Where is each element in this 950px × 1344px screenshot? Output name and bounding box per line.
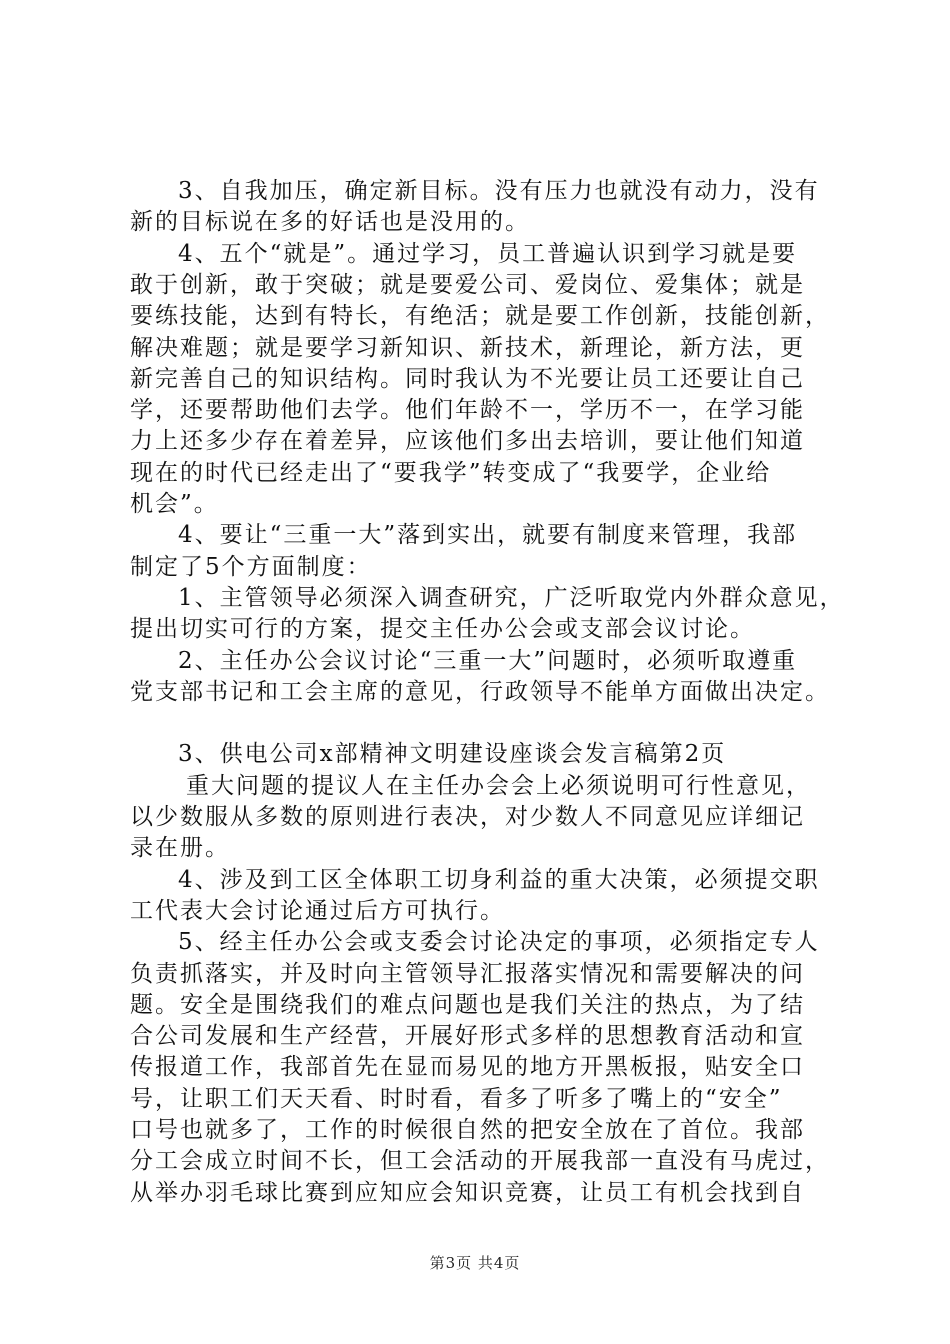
paragraph-line: 录在册。 — [130, 835, 230, 862]
paragraph-line: 2、主任办公会议讨论“三重一大”问题时，必须听取遵重 — [178, 647, 798, 674]
paragraph-line: 口号也就多了，工作的时候很自然的把安全放在了首位。我部 — [130, 1117, 805, 1143]
paragraph-line: 分工会成立时间不长，但工会活动的开展我部一直没有马虎过， — [130, 1148, 830, 1175]
paragraph-line: 4、五个“就是”。通过学习，员工普遍认识到学习就是要 — [178, 240, 798, 267]
paragraph-line: 从举办羽毛球比赛到应知应会知识竞赛，让员工有机会找到自 — [130, 1179, 805, 1206]
paragraph-line: 新的目标说在多的好话也是没用的。 — [130, 209, 530, 236]
paragraph-line: 新完善自己的知识结构。同时我认为不光要让员工还要让自己 — [130, 365, 805, 392]
page-number-footer: 第3页 共4页 — [429, 1254, 521, 1272]
paragraph-line: 解决难题；就是要学习新知识、新技术，新理论，新方法，更 — [130, 334, 805, 361]
paragraph-line: 学，还要帮助他们去学。他们年龄不一，学历不一，在学习能 — [130, 397, 805, 424]
paragraph-line: 号，让职工们天天看、时时看，看多了听多了嘴上的“安全” — [130, 1085, 783, 1112]
paragraph-line: 合公司发展和生产经营，开展好形式多样的思想教育活动和宣 — [130, 1023, 805, 1050]
paragraph-line: 力上还多少存在着差异，应该他们多出去培训，要让他们知道 — [130, 428, 805, 455]
section-heading-line: 3、供电公司x部精神文明建设座谈会发言稿第2页 — [178, 741, 727, 768]
paragraph-line: 5、经主任办公会或支委会讨论决定的事项，必须指定专人 — [178, 929, 820, 956]
paragraph-line: 制定了5个方面制度： — [130, 553, 372, 580]
paragraph-line: 传报道工作，我部首先在显而易见的地方开黑板报，贴安全口 — [130, 1054, 805, 1081]
paragraph-line: 1、主管领导必须深入调查研究，广泛听取党内外群众意见， — [178, 584, 845, 611]
paragraph-line: 党支部书记和工会主席的意见，行政领导不能单方面做出决定。 — [130, 678, 830, 705]
paragraph-line: 以少数服从多数的原则进行表决，对少数人不同意见应详细记 — [130, 804, 805, 830]
paragraph-line: 要练技能，达到有特长，有绝活；就是要工作创新，技能创新， — [130, 303, 830, 330]
paragraph-line: 提出切实可行的方案，提交主任办公会或支部会议讨论。 — [130, 616, 755, 643]
paragraph-line: 重大问题的提议人在主任办会会上必须说明可行性意见， — [186, 772, 811, 799]
paragraph-line: 敢于创新，敢于突破；就是要爱公司、爱岗位、爱集体；就是 — [130, 271, 805, 298]
paragraph-line: 负责抓落实，并及时向主管领导汇报落实情况和需要解决的问 — [130, 960, 805, 987]
paragraph-line: 4、要让“三重一大”落到实出，就要有制度来管理，我部 — [178, 522, 798, 549]
paragraph-line: 3、自我加压，确定新目标。没有压力也就没有动力，没有 — [178, 178, 820, 204]
paragraph-line: 4、涉及到工区全体职工切身利益的重大决策，必须提交职 — [178, 866, 820, 893]
paragraph-line: 现在的时代已经走出了“要我学”转变成了“我要学，企业给 — [130, 459, 772, 486]
paragraph-line: 工代表大会讨论通过后方可执行。 — [130, 897, 505, 924]
paragraph-line: 机会”。 — [130, 491, 219, 517]
paragraph-line: 题。安全是围绕我们的难点问题也是我们关注的热点，为了结 — [130, 991, 805, 1018]
